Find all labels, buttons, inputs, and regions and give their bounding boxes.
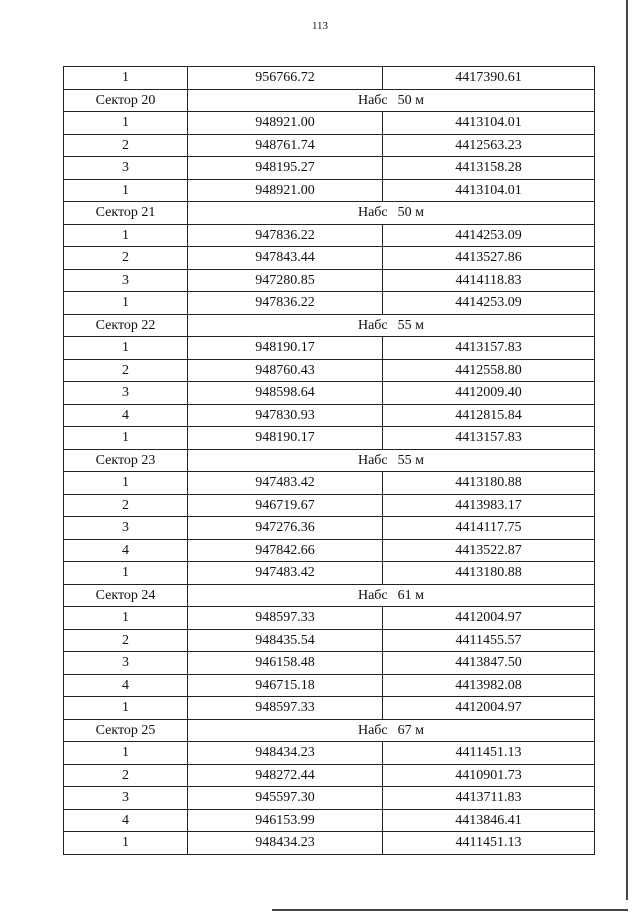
table-row xyxy=(64,472,595,495)
sector-header-row xyxy=(64,584,595,607)
table-row xyxy=(64,157,595,180)
x-coordinate-cell: 948435.54 xyxy=(188,629,383,652)
x-coordinate-cell: 948921.00 xyxy=(188,112,383,135)
x-coordinate-cell: 947483.42 xyxy=(188,472,383,495)
y-coordinate-cell: 4414117.75 xyxy=(383,517,595,540)
point-number-cell: 1 xyxy=(64,742,188,765)
y-coordinate-cell: 4413180.88 xyxy=(383,562,595,585)
point-number-cell: 1 xyxy=(64,224,188,247)
table-row xyxy=(64,359,595,382)
point-number-cell: 3 xyxy=(64,787,188,810)
point-number-cell: 1 xyxy=(64,832,188,855)
table-row xyxy=(64,629,595,652)
x-coordinate-cell: 948272.44 xyxy=(188,764,383,787)
table-row xyxy=(64,742,595,765)
y-coordinate-cell: 4412009.40 xyxy=(383,382,595,405)
sector-name-cell: Сектор 24 xyxy=(64,584,188,607)
x-coordinate-cell: 946719.67 xyxy=(188,494,383,517)
y-coordinate-cell: 4411451.13 xyxy=(383,742,595,765)
y-coordinate-cell: 4414118.83 xyxy=(383,269,595,292)
depth-value: 61 м xyxy=(397,587,425,603)
x-coordinate-cell: 948760.43 xyxy=(188,359,383,382)
depth-label: Набс xyxy=(357,587,388,603)
sector-header-row xyxy=(64,314,595,337)
sector-depth-cell xyxy=(188,584,595,607)
table-row xyxy=(64,134,595,157)
table-row xyxy=(64,494,595,517)
y-coordinate-cell: 4413711.83 xyxy=(383,787,595,810)
y-coordinate-cell: 4413104.01 xyxy=(383,112,595,135)
y-coordinate-cell: 4412563.23 xyxy=(383,134,595,157)
y-coordinate-cell: 4414253.09 xyxy=(383,292,595,315)
table-row xyxy=(64,787,595,810)
table-row xyxy=(64,539,595,562)
table-row xyxy=(64,517,595,540)
depth-label: Набс xyxy=(357,452,388,468)
sector-name-cell: Сектор 21 xyxy=(64,202,188,225)
x-coordinate-cell: 947830.93 xyxy=(188,404,383,427)
table-row xyxy=(64,697,595,720)
y-coordinate-cell: 4417390.61 xyxy=(383,67,595,90)
table-row xyxy=(64,382,595,405)
x-coordinate-cell: 948921.00 xyxy=(188,179,383,202)
table-row xyxy=(64,404,595,427)
point-number-cell: 2 xyxy=(64,134,188,157)
x-coordinate-cell: 946153.99 xyxy=(188,809,383,832)
y-coordinate-cell: 4413983.17 xyxy=(383,494,595,517)
sector-header-row xyxy=(64,719,595,742)
x-coordinate-cell: 948598.64 xyxy=(188,382,383,405)
page-edge-right xyxy=(626,0,628,900)
y-coordinate-cell: 4413157.83 xyxy=(383,337,595,360)
x-coordinate-cell: 945597.30 xyxy=(188,787,383,810)
x-coordinate-cell: 947280.85 xyxy=(188,269,383,292)
point-number-cell: 1 xyxy=(64,67,188,90)
x-coordinate-cell: 946715.18 xyxy=(188,674,383,697)
point-number-cell: 1 xyxy=(64,427,188,450)
coordinates-table-body xyxy=(64,67,595,855)
point-number-cell: 2 xyxy=(64,629,188,652)
point-number-cell: 3 xyxy=(64,382,188,405)
y-coordinate-cell: 4413180.88 xyxy=(383,472,595,495)
depth-value: 50 м xyxy=(397,92,425,108)
point-number-cell: 2 xyxy=(64,247,188,270)
sector-name-cell: Сектор 23 xyxy=(64,449,188,472)
point-number-cell: 3 xyxy=(64,269,188,292)
sector-header-row xyxy=(64,449,595,472)
x-coordinate-cell: 947842.66 xyxy=(188,539,383,562)
sector-name-cell: Сектор 22 xyxy=(64,314,188,337)
point-number-cell: 1 xyxy=(64,112,188,135)
sector-depth-cell xyxy=(188,202,595,225)
y-coordinate-cell: 4414253.09 xyxy=(383,224,595,247)
point-number-cell: 1 xyxy=(64,179,188,202)
coordinates-table xyxy=(63,66,595,855)
x-coordinate-cell: 947836.22 xyxy=(188,224,383,247)
x-coordinate-cell: 948597.33 xyxy=(188,697,383,720)
sector-header-row xyxy=(64,89,595,112)
y-coordinate-cell: 4411451.13 xyxy=(383,832,595,855)
table-row xyxy=(64,607,595,630)
table-row xyxy=(64,809,595,832)
table-row xyxy=(64,292,595,315)
table-row xyxy=(64,832,595,855)
point-number-cell: 4 xyxy=(64,404,188,427)
y-coordinate-cell: 4410901.73 xyxy=(383,764,595,787)
point-number-cell: 4 xyxy=(64,809,188,832)
page-number: 113 xyxy=(311,20,329,32)
x-coordinate-cell: 948190.17 xyxy=(188,427,383,450)
table-row xyxy=(64,269,595,292)
y-coordinate-cell: 4411455.57 xyxy=(383,629,595,652)
sector-depth-cell xyxy=(188,449,595,472)
y-coordinate-cell: 4413158.28 xyxy=(383,157,595,180)
depth-value: 50 м xyxy=(397,205,425,221)
table-row xyxy=(64,562,595,585)
y-coordinate-cell: 4412004.97 xyxy=(383,607,595,630)
x-coordinate-cell: 948190.17 xyxy=(188,337,383,360)
point-number-cell: 4 xyxy=(64,674,188,697)
y-coordinate-cell: 4413104.01 xyxy=(383,179,595,202)
sector-name-cell: Сектор 25 xyxy=(64,719,188,742)
x-coordinate-cell: 947836.22 xyxy=(188,292,383,315)
point-number-cell: 2 xyxy=(64,764,188,787)
table-row xyxy=(64,337,595,360)
x-coordinate-cell: 956766.72 xyxy=(188,67,383,90)
point-number-cell: 4 xyxy=(64,539,188,562)
table-row xyxy=(64,764,595,787)
y-coordinate-cell: 4412815.84 xyxy=(383,404,595,427)
y-coordinate-cell: 4413847.50 xyxy=(383,652,595,675)
sector-depth-cell xyxy=(188,314,595,337)
sector-name-cell: Сектор 20 xyxy=(64,89,188,112)
table-row xyxy=(64,224,595,247)
point-number-cell: 3 xyxy=(64,652,188,675)
sector-header-row xyxy=(64,202,595,225)
depth-label: Набс xyxy=(357,205,388,221)
x-coordinate-cell: 947483.42 xyxy=(188,562,383,585)
table-row xyxy=(64,112,595,135)
page-edge-bottom xyxy=(272,909,628,911)
table-row xyxy=(64,674,595,697)
sector-depth-cell xyxy=(188,89,595,112)
point-number-cell: 3 xyxy=(64,157,188,180)
depth-value: 67 м xyxy=(397,722,425,738)
point-number-cell: 1 xyxy=(64,292,188,315)
table-row xyxy=(64,427,595,450)
y-coordinate-cell: 4413982.08 xyxy=(383,674,595,697)
x-coordinate-cell: 948434.23 xyxy=(188,832,383,855)
point-number-cell: 2 xyxy=(64,359,188,382)
point-number-cell: 1 xyxy=(64,562,188,585)
table-row xyxy=(64,652,595,675)
table-row xyxy=(64,67,595,90)
y-coordinate-cell: 4413527.86 xyxy=(383,247,595,270)
y-coordinate-cell: 4413522.87 xyxy=(383,539,595,562)
x-coordinate-cell: 946158.48 xyxy=(188,652,383,675)
depth-value: 55 м xyxy=(397,317,425,333)
point-number-cell: 1 xyxy=(64,337,188,360)
table-row xyxy=(64,179,595,202)
x-coordinate-cell: 947276.36 xyxy=(188,517,383,540)
depth-label: Набс xyxy=(357,92,388,108)
x-coordinate-cell: 948761.74 xyxy=(188,134,383,157)
depth-label: Набс xyxy=(357,722,388,738)
sector-depth-cell xyxy=(188,719,595,742)
x-coordinate-cell: 947843.44 xyxy=(188,247,383,270)
point-number-cell: 1 xyxy=(64,607,188,630)
depth-value: 55 м xyxy=(397,452,425,468)
y-coordinate-cell: 4413157.83 xyxy=(383,427,595,450)
point-number-cell: 3 xyxy=(64,517,188,540)
table-row xyxy=(64,247,595,270)
point-number-cell: 2 xyxy=(64,494,188,517)
x-coordinate-cell: 948195.27 xyxy=(188,157,383,180)
x-coordinate-cell: 948597.33 xyxy=(188,607,383,630)
x-coordinate-cell: 948434.23 xyxy=(188,742,383,765)
y-coordinate-cell: 4413846.41 xyxy=(383,809,595,832)
point-number-cell: 1 xyxy=(64,697,188,720)
point-number-cell: 1 xyxy=(64,472,188,495)
depth-label: Набс xyxy=(357,317,388,333)
y-coordinate-cell: 4412558.80 xyxy=(383,359,595,382)
y-coordinate-cell: 4412004.97 xyxy=(383,697,595,720)
